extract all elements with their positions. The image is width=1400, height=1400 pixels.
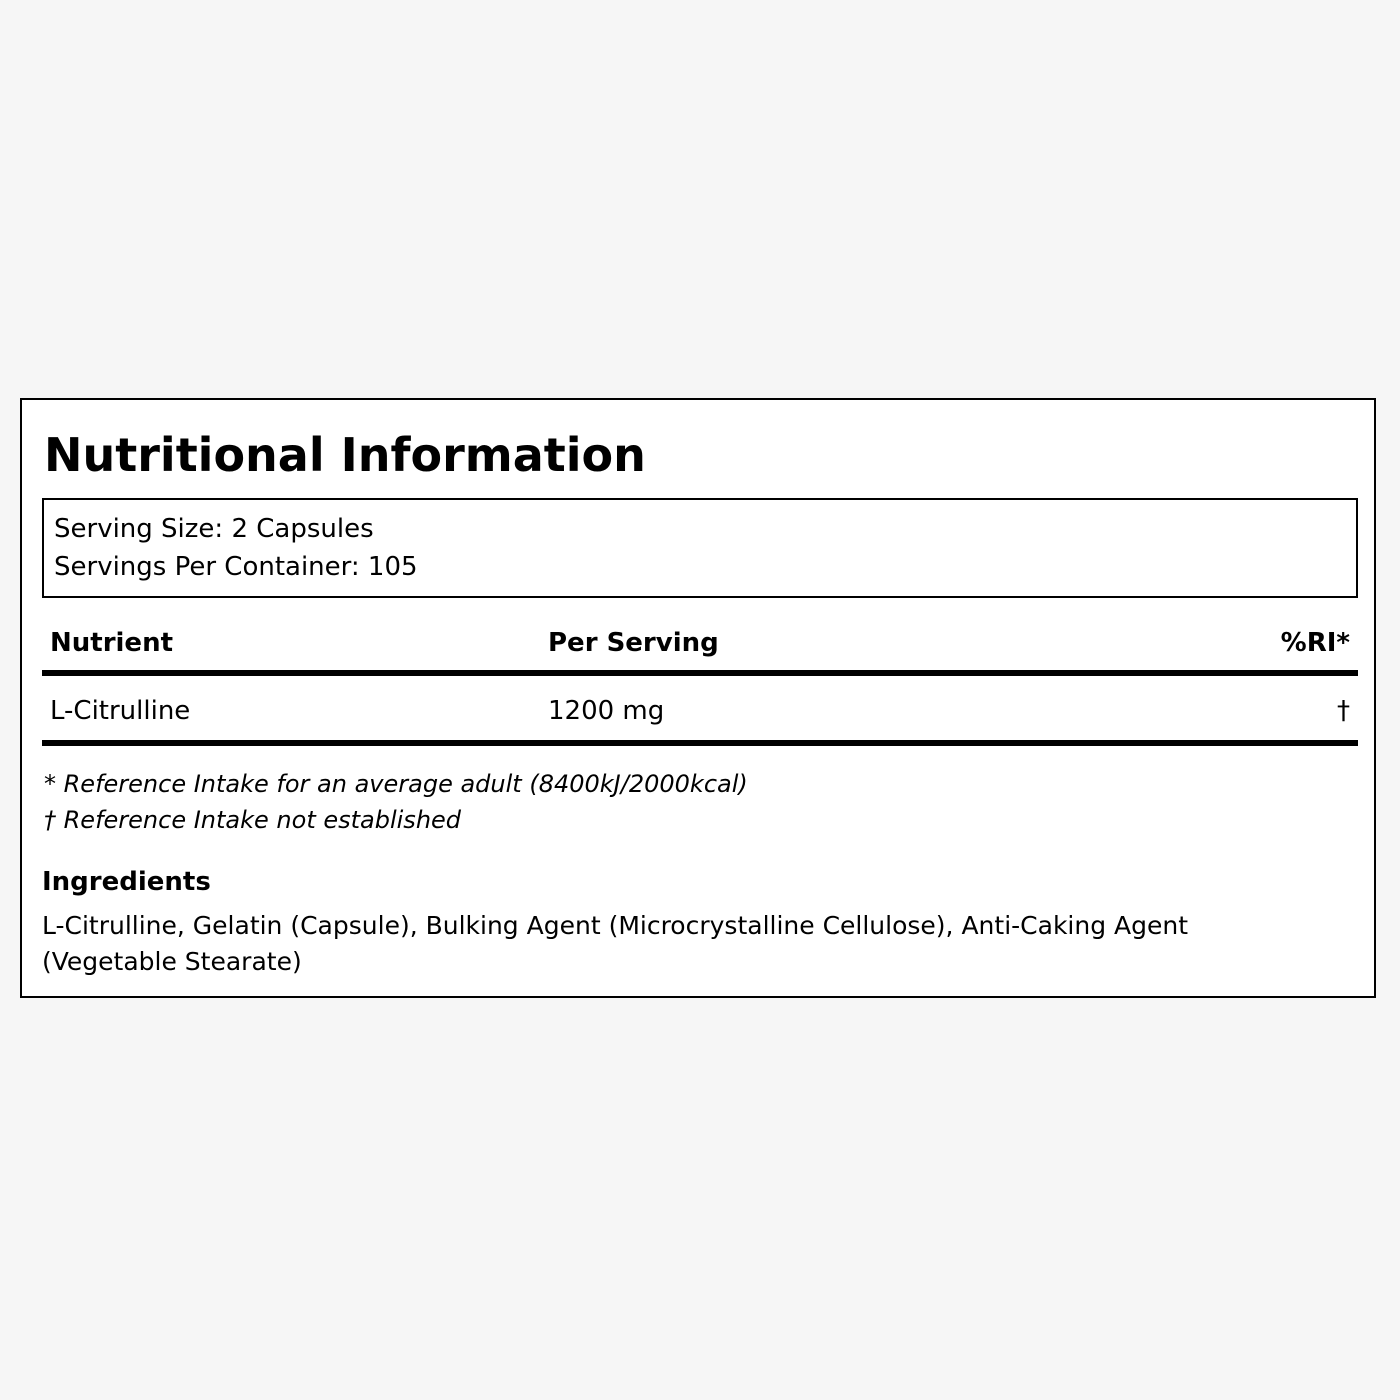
footnotes [44,766,748,838]
serving-info-box [42,498,1358,598]
row-nutrient: L-Citrulline [50,696,191,726]
header-ri: %RI* [1280,628,1350,658]
table-row [42,676,1358,746]
row-per-serving: 1200 mg [548,696,665,726]
nutrient-table-header [42,622,1358,676]
ingredients-text: L-Citrulline, Gelatin (Capsule), Bulking Agent (Microcrystalline Cellulose), Anti-Caking Agent (Vegetable Stearate) [42,911,1189,976]
row-ri: † [1337,696,1350,726]
nutrition-label-panel [20,398,1376,998]
header-nutrient: Nutrient [50,628,174,658]
footnote-ri-reference: * Reference Intake for an average adult (8400kJ/2000kcal) [44,770,748,798]
header-per-serving: Per Serving [548,628,719,658]
ingredients-heading: Ingredients [42,867,211,897]
serving-size: Serving Size: 2 Capsules [54,514,374,544]
footnote-ri-not-established: † Reference Intake not established [44,806,462,834]
label-title: Nutritional Information [44,428,646,482]
servings-per-container: Servings Per Container: 105 [54,552,418,582]
